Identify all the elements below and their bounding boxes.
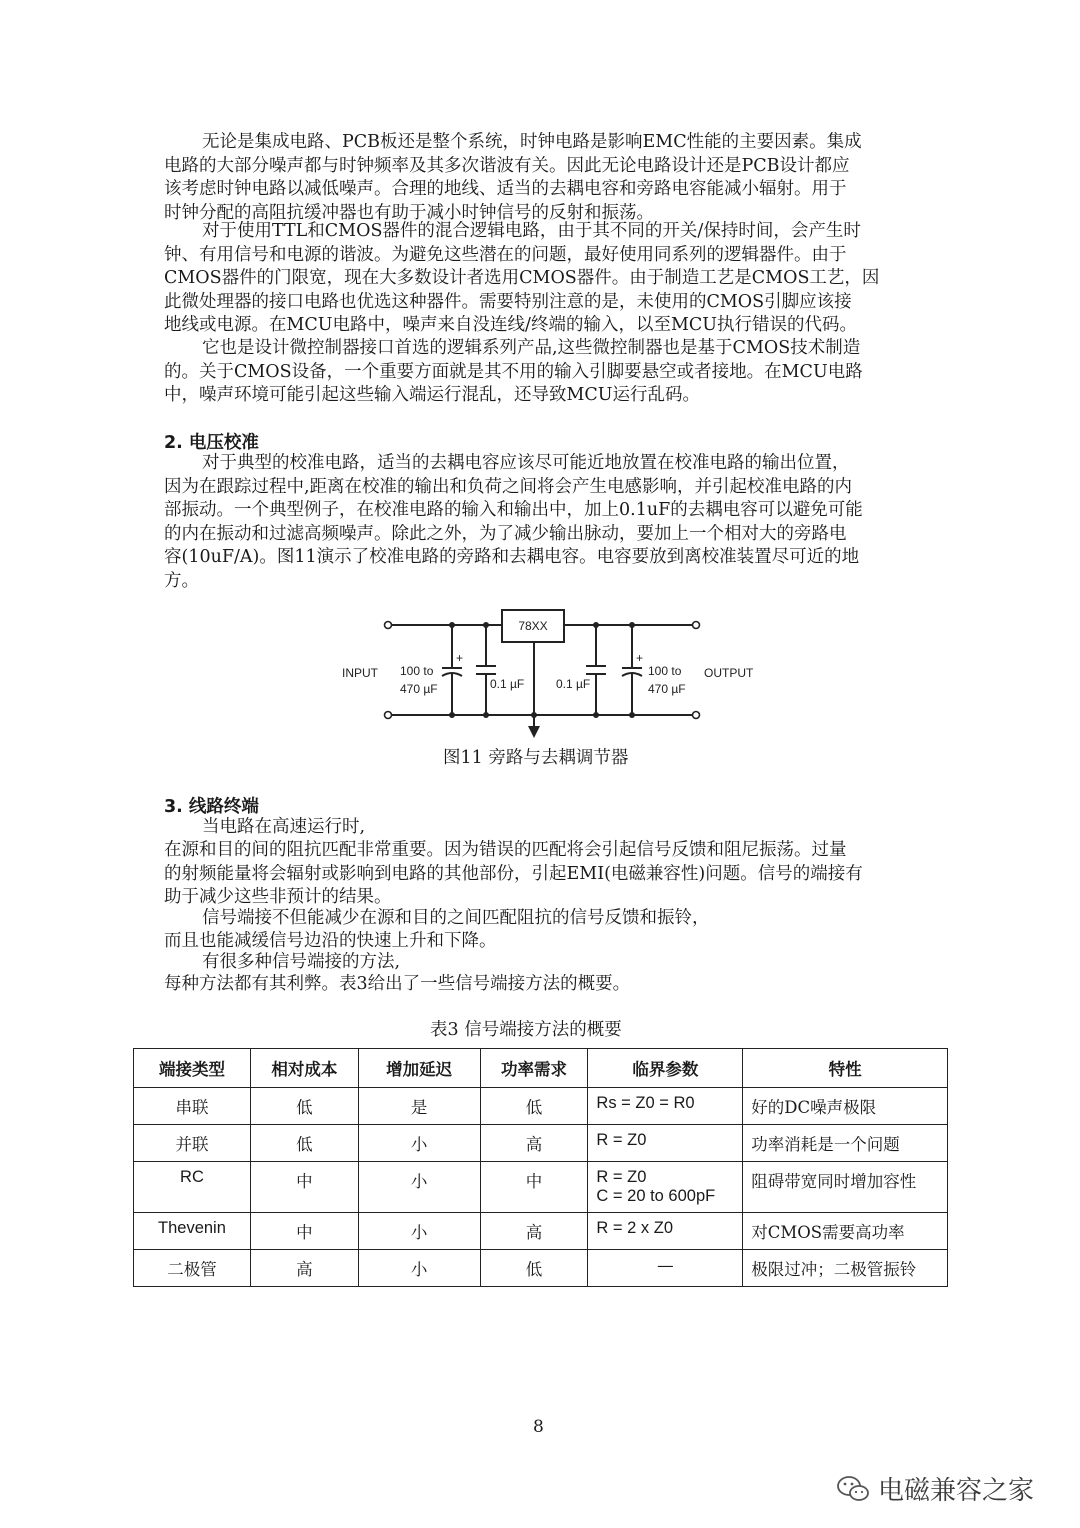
table-cell: 高 xyxy=(250,1250,358,1287)
table-cell: 二极管 xyxy=(134,1250,251,1287)
figure-caption: 图11 旁路与去耦调节器 xyxy=(443,748,629,768)
output-cap-plus: + xyxy=(636,651,644,665)
table-cell: 是 xyxy=(358,1088,480,1125)
table-cell: 极限过冲；二极管振铃 xyxy=(743,1250,948,1287)
table-cell: 小 xyxy=(358,1125,480,1162)
table-cell: 阻碍带宽同时增加容性 xyxy=(743,1162,948,1213)
paragraph-termination-methods-line1: 有很多种信号端接的方法, xyxy=(202,952,401,972)
column-header: 特性 xyxy=(743,1049,948,1088)
section-heading-voltage-regulation: 2. 电压校准 xyxy=(164,433,259,453)
paragraph-cmos-interface: 它也是设计微控制器接口首选的逻辑系列产品,这些微控制器也是基于CMOS技术制造 的。关于CMOS设备，一个重要方面就是其不用的输入引脚要悬空或者接地。在MCU电路 中，噪声环境可能引起这些输入端运行混乱，还导致MCU运行乱码。 xyxy=(164,338,863,405)
section-heading-line-termination: 3. 线路终端 xyxy=(164,797,259,817)
table-cell: 小 xyxy=(358,1213,480,1250)
table-cell: 小 xyxy=(358,1162,480,1213)
column-header: 临界参数 xyxy=(588,1049,743,1088)
input-cap-value-line2: 470 µF xyxy=(400,682,438,696)
table-row xyxy=(134,1250,948,1287)
paragraph-mixed-logic: 对于使用TTL和CMOS器件的混合逻辑电路，由于其不同的开关/保持时间，会产生时 钟、有用信号和电源的谐波。为避免这些潜在的问题，最好使用同系列的逻辑器件。由于 CMOS器件的门限宽，现在大多数设计者选用CMOS器件。由于制造工艺是CMOS工艺，因 此微处理器的接口电路也优选这种器件。需要特别注意的是，未使用的CMOS引脚应该接 地线或电源。在MCU电路中，噪声来自没连线/终端的输入，以至MCU执行错误的代码。 xyxy=(164,221,880,335)
paragraph-clock-circuits: 无论是集成电路、PCB板还是整个系统，时钟电路是影响EMC性能的主要因素。集成 电路的大部分噪声都与时钟频率及其多次谐波有关。因此无论电路设计还是PCB设计都应 该考虑时钟电路以减低噪声。合理的地线、适当的去耦电容和旁路电容能减小辐射。用于 时钟分配的高阻抗缓冲器也有助于减小时钟信号的反射和振荡。 xyxy=(164,132,862,223)
watermark-text: 电磁兼容之家 xyxy=(878,1476,1035,1506)
wechat-watermark xyxy=(836,1470,1034,1507)
table-row xyxy=(134,1162,948,1213)
output-cap-value-line2: 470 µF xyxy=(648,682,686,696)
column-header: 功率需求 xyxy=(480,1049,588,1088)
column-header: 相对成本 xyxy=(250,1049,358,1088)
regulator-label: 78XX xyxy=(518,619,548,633)
page-number: 8 xyxy=(533,1417,544,1437)
table-cell: 串联 xyxy=(134,1088,251,1125)
table-cell: — xyxy=(588,1250,743,1287)
table-cell: RC xyxy=(134,1162,251,1213)
table-cell: R = 2 x Z0 xyxy=(588,1213,743,1250)
table-cell: 好的DC噪声极限 xyxy=(743,1088,948,1125)
table-cell: 中 xyxy=(250,1162,358,1213)
table-cell: Rs = Z0 = R0 xyxy=(588,1088,743,1125)
table-cell: 中 xyxy=(480,1162,588,1213)
table-cell: 低 xyxy=(480,1088,588,1125)
table-row xyxy=(134,1088,948,1125)
paragraph-high-speed-line1: 当电路在高速运行时, xyxy=(202,817,366,837)
table-cell: 高 xyxy=(480,1125,588,1162)
paragraph-termination-benefit-line2: 而且也能减缓信号边沿的快速上升和下降。 xyxy=(164,931,497,951)
regulator-circuit-diagram xyxy=(330,600,760,740)
input-label: INPUT xyxy=(342,666,378,680)
table-cell: 低 xyxy=(480,1250,588,1287)
table-cell: 中 xyxy=(250,1213,358,1250)
wechat-icon xyxy=(836,1474,870,1504)
paragraph-regulator-decoupling: 对于典型的校准电路，适当的去耦电容应该尽可能近地放置在校准电路的输出位置， 因为在跟踪过程中,距离在校准的输出和负荷之间将会产生电感影响，并引起校准电路的内 部振动。一个典型例子，在校准电路的输入和输出中，加上0.1uF的去耦电容可以避免可能 的内在振动和过滤高频噪声。除此之外，为了减少输出脉动，要加上一个相对大的旁路电 容(10uF/A)。图11演示了校准电路的旁路和去耦电容。电容要放到离校准装置尽可近的地 方。 xyxy=(164,453,863,591)
table-cell: 低 xyxy=(250,1125,358,1162)
table-cell: Thevenin xyxy=(134,1213,251,1250)
table-cell: 功率消耗是一个问题 xyxy=(743,1125,948,1162)
column-header: 端接类型 xyxy=(134,1049,251,1088)
table-cell: 低 xyxy=(250,1088,358,1125)
output-small-cap-value: 0.1 µF xyxy=(556,677,591,691)
paragraph-termination-methods-line2: 每种方法都有其利弊。表3给出了一些信号端接方法的概要。 xyxy=(164,974,631,994)
table-row xyxy=(134,1125,948,1162)
paragraph-impedance-matching: 在源和目的间的阻抗匹配非常重要。因为错误的匹配将会引起信号反馈和阻尼振荡。过量 的射频能量将会辐射或影响到电路的其他部份，引起EMI(电磁兼容性)问题。信号的端接有 助于减少这些非预计的结果。 xyxy=(164,840,863,907)
table-cell: 对CMOS需要高功率 xyxy=(743,1213,948,1250)
table-cell: 高 xyxy=(480,1213,588,1250)
paragraph-termination-benefit-line1: 信号端接不但能减少在源和目的之间匹配阻抗的信号反馈和振铃， xyxy=(202,908,710,928)
termination-methods-table xyxy=(133,1048,948,1287)
output-cap-value-line1: 100 to xyxy=(648,664,682,678)
table-row xyxy=(134,1213,948,1250)
table-cell: 小 xyxy=(358,1250,480,1287)
table-cell: 并联 xyxy=(134,1125,251,1162)
table-header-row xyxy=(134,1049,948,1088)
input-cap-value-line1: 100 to xyxy=(400,664,434,678)
table-cell: R = Z0 C = 20 to 600pF xyxy=(588,1162,743,1213)
table-cell: R = Z0 xyxy=(588,1125,743,1162)
input-small-cap-value: 0.1 µF xyxy=(490,677,525,691)
column-header: 增加延迟 xyxy=(358,1049,480,1088)
table-caption: 表3 信号端接方法的概要 xyxy=(430,1020,622,1040)
output-label: OUTPUT xyxy=(704,666,754,680)
input-cap-plus: + xyxy=(456,651,464,665)
